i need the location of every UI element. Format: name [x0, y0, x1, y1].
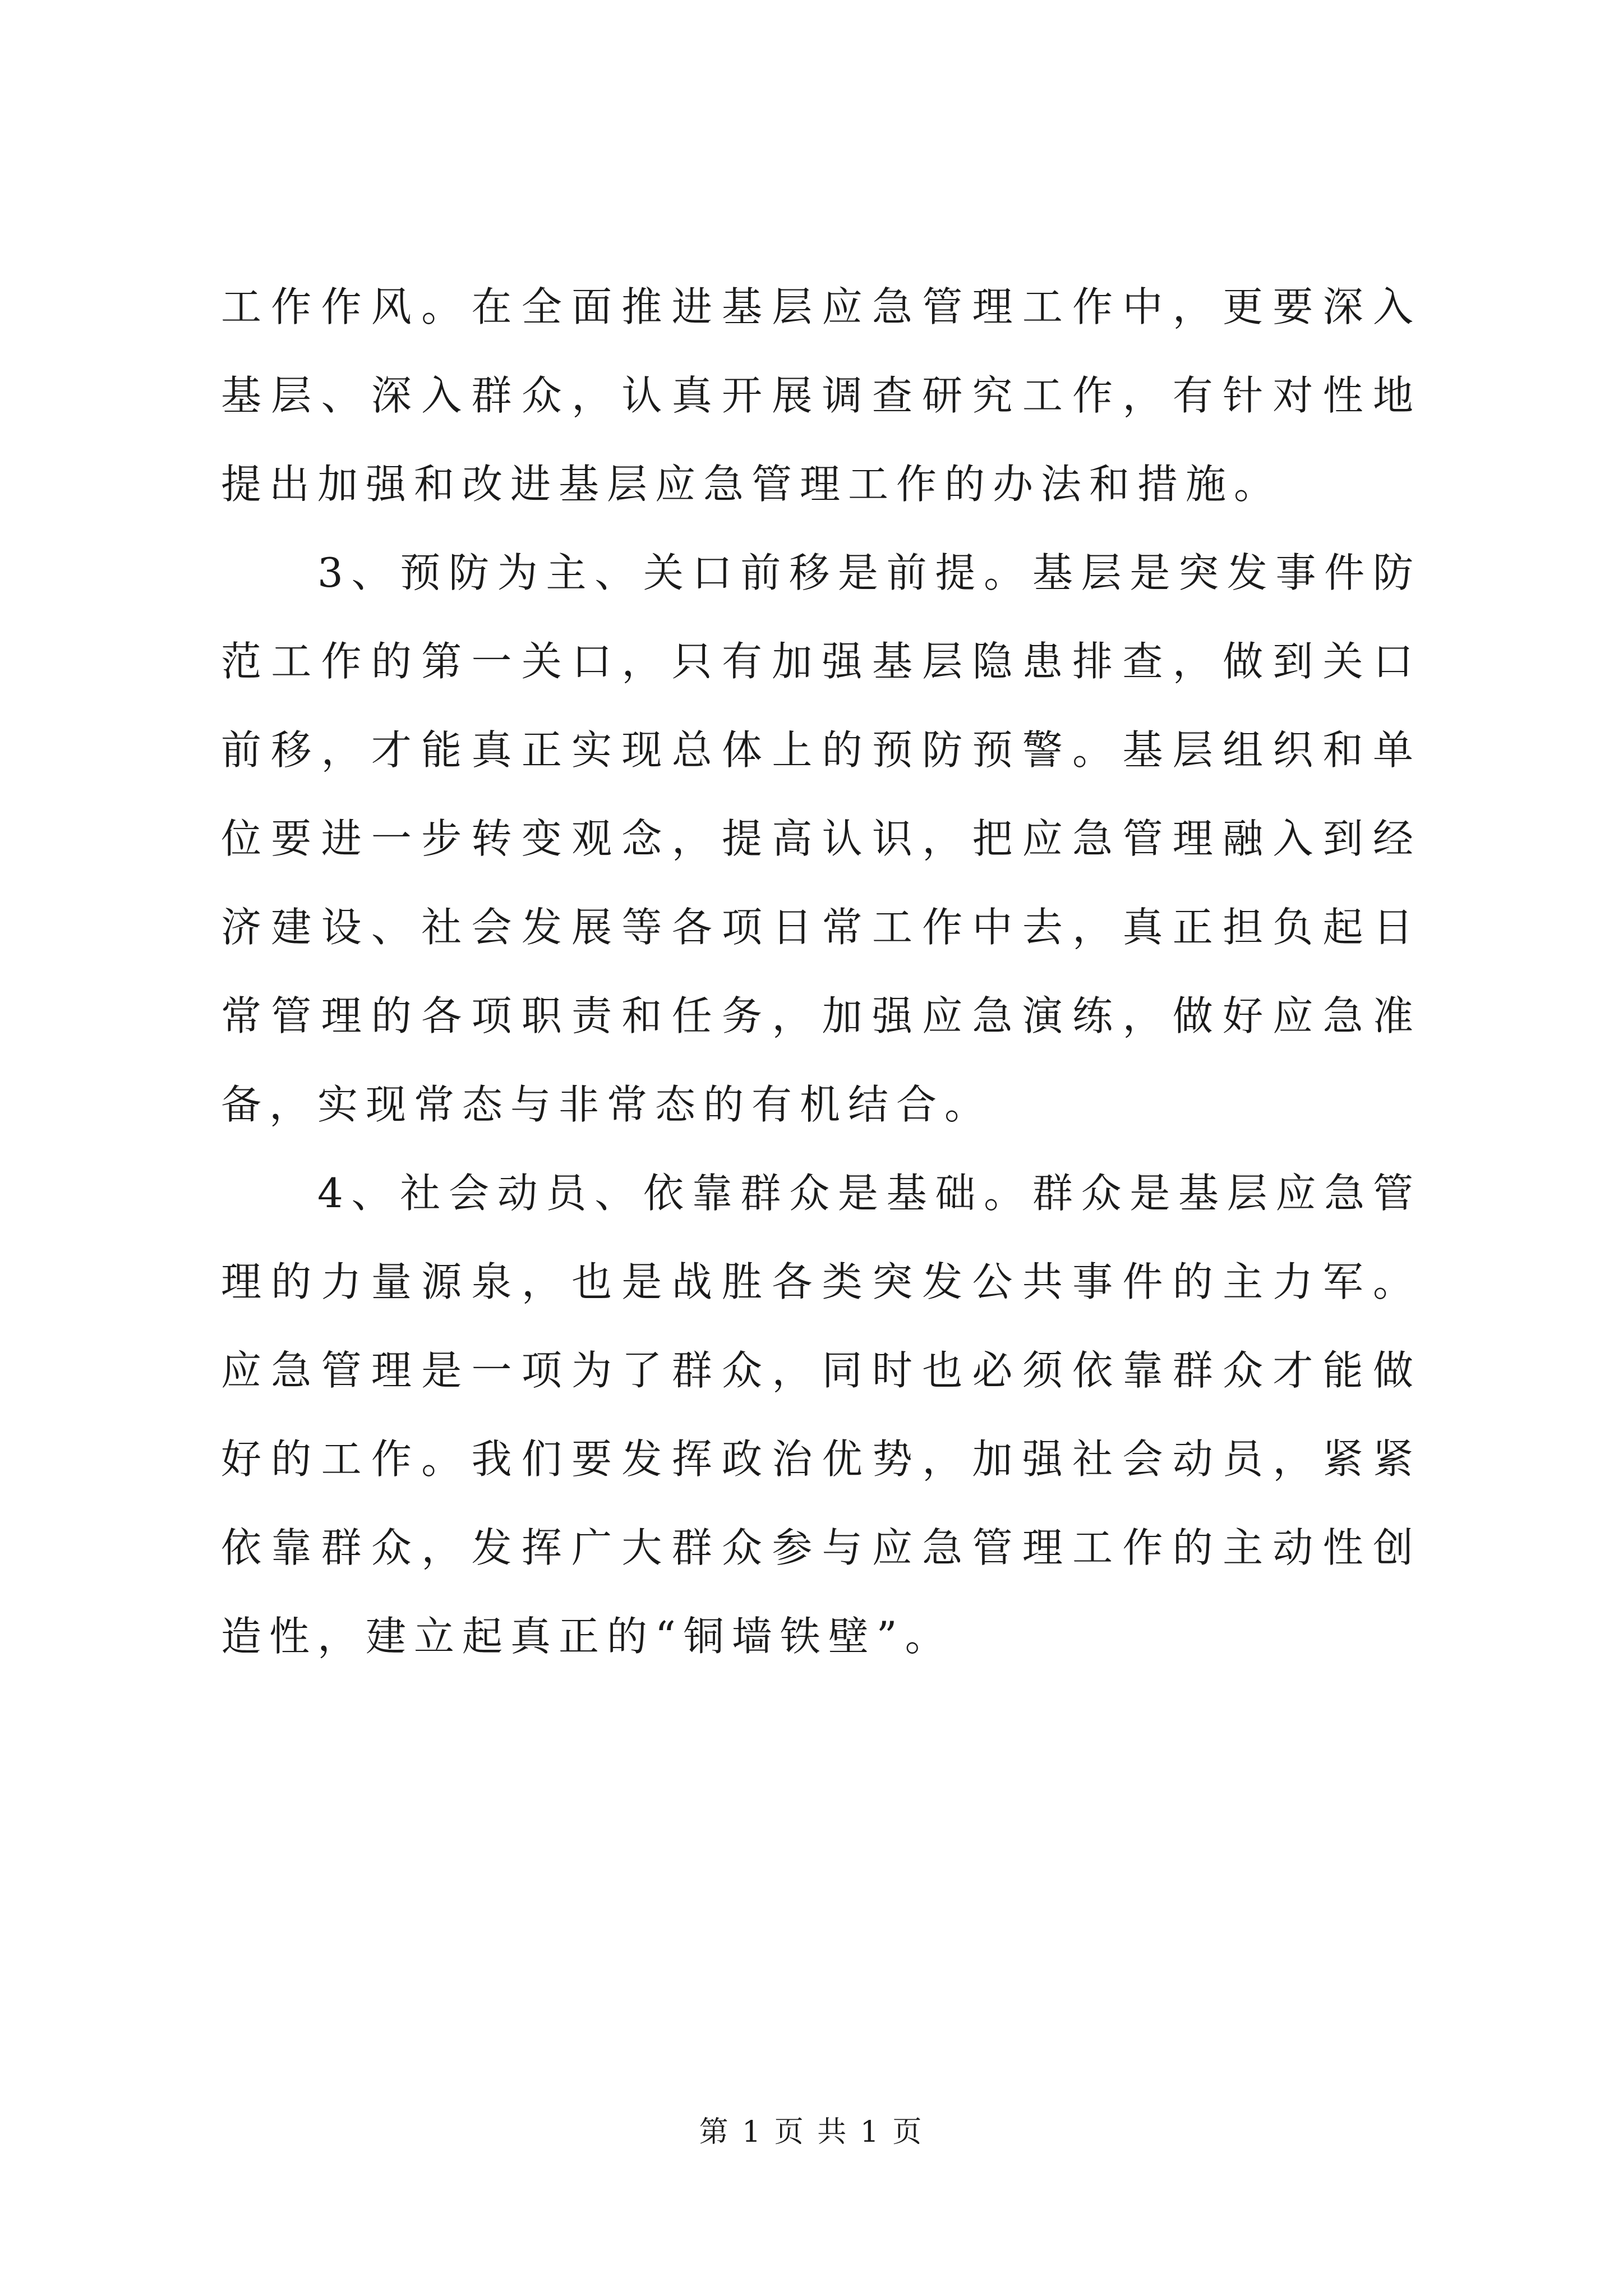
paragraph-continuation: 工作作风。在全面推进基层应急管理工作中，更要深入基层、深入群众，认真开展调查研究工作，有针对性地提出加强和改进基层应急管理工作的办法和措施。: [221, 283, 1421, 508]
paragraph-prevention: 3、预防为主、关口前移是前提。基层是突发事件防范工作的第一关口，只有加强基层隐患排查，做到关口前移，才能真正实现总体上的预防预警。基层组织和单位要进一步转变观念，提高认识，把应急管理融入到经济建设、社会发展等各项日常工作中去，真正担负起日常管理的各项职责和任务，加强应急演练，做好应急准备，实现常态与非常态的有机结合。: [221, 549, 1421, 1128]
paragraph-mobilization: 4、社会动员、依靠群众是基础。群众是基层应急管理的力量源泉，也是战胜各类突发公共事件的主力军。应急管理是一项为了群众，同时也必须依靠群众才能做好的工作。我们要发挥政治优势，加强社会动员，紧紧依靠群众，发挥广大群众参与应急管理工作的主动性创造性，建立起真正的“铜墙铁壁”。: [221, 1170, 1421, 1660]
document-body: [221, 263, 1421, 1681]
page-number-footer: 第 1 页 共 1 页: [699, 2115, 924, 2149]
